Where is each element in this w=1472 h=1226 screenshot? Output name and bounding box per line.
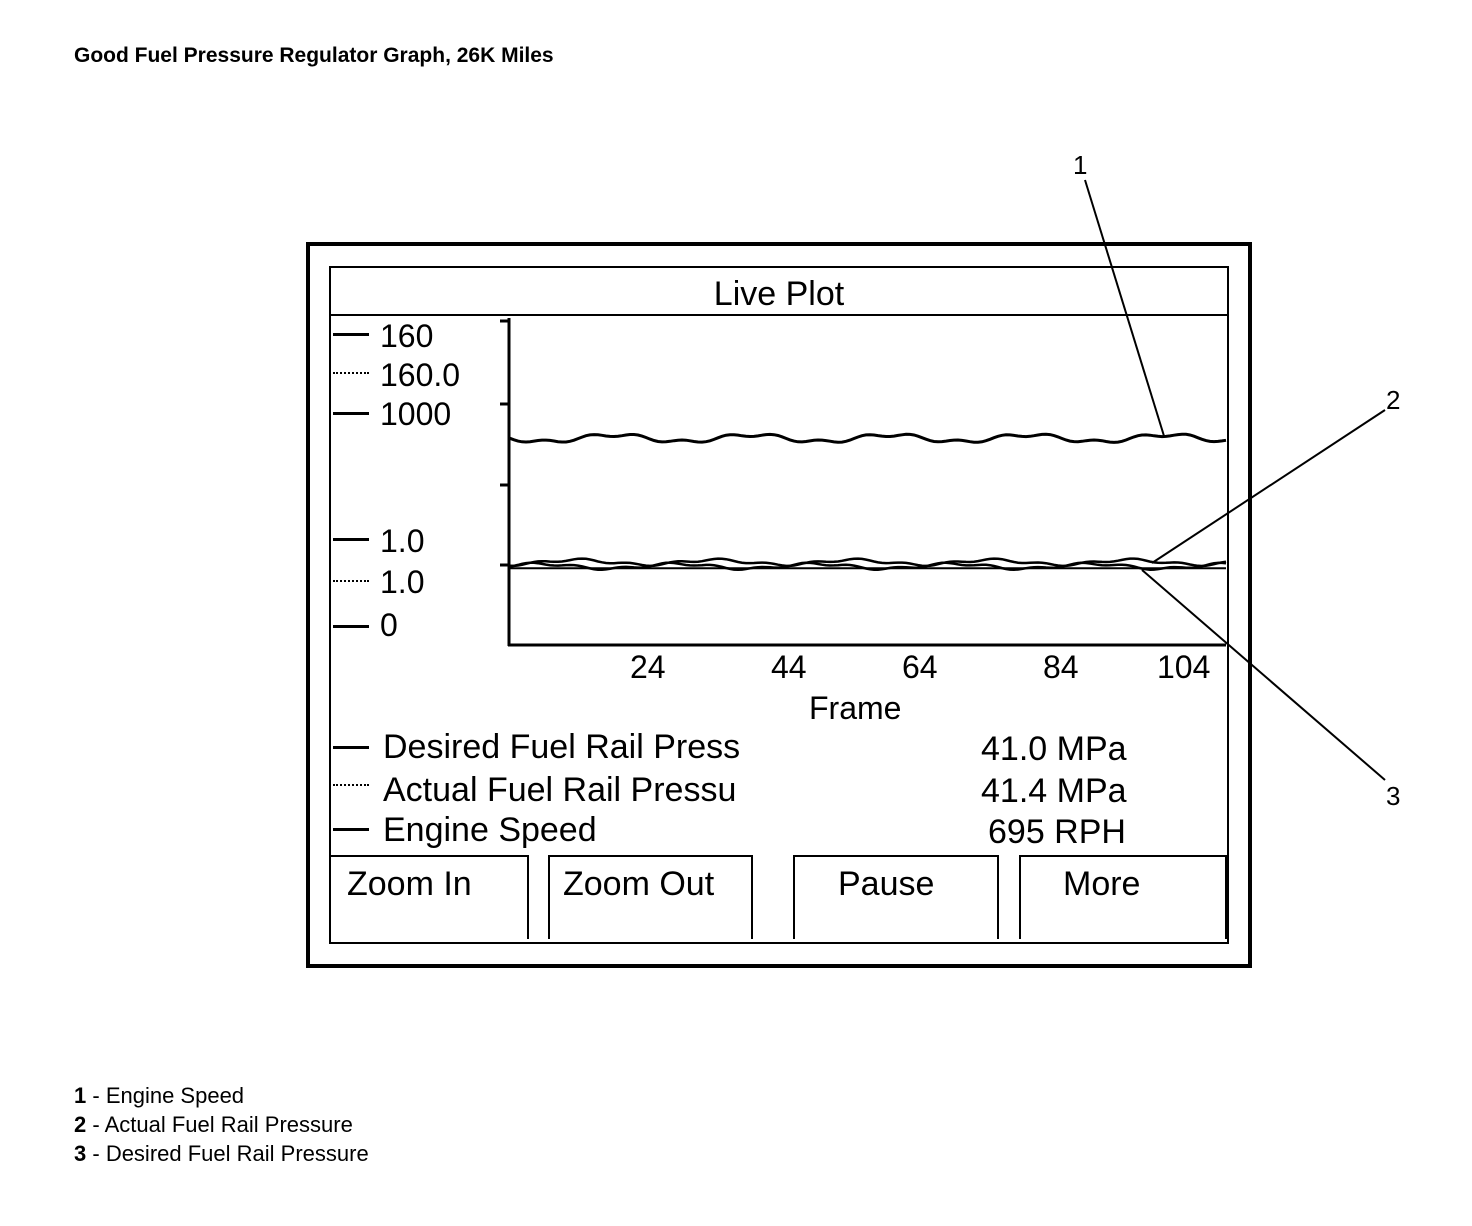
series-line-engine-speed	[510, 434, 1226, 442]
x-tick-label: 44	[771, 649, 807, 685]
legend-value: 695 RPH	[988, 813, 1126, 851]
zoom-out-button[interactable]	[548, 855, 753, 939]
legend-value: 41.0 MPa	[981, 730, 1127, 768]
footnote-text: Desired Fuel Rail Pressure	[105, 1141, 369, 1166]
x-tick-label: 84	[1043, 649, 1079, 685]
screen-title: Live Plot	[331, 268, 1227, 316]
footnote-legend	[74, 1081, 369, 1168]
y-label: 1000	[380, 396, 452, 432]
x-tick-label: 104	[1157, 649, 1211, 685]
footnote-text: Engine Speed	[105, 1083, 245, 1108]
callout-number-2: 2	[1386, 385, 1401, 415]
solid-line-marker	[333, 746, 369, 749]
callout-line-1	[1085, 180, 1164, 436]
legend-label: Desired Fuel Rail Press	[383, 728, 741, 766]
pause-label: Pause	[838, 865, 935, 903]
more-button[interactable]	[1019, 855, 1227, 939]
footnote-item: 1 - Engine Speed	[74, 1083, 245, 1108]
plot-axes	[500, 318, 1226, 646]
y-label: 160	[380, 318, 434, 354]
footnote-text: Actual Fuel Rail Pressure	[104, 1112, 353, 1137]
footnote-number: 3	[74, 1141, 87, 1166]
footnote-item: 3 - Desired Fuel Rail Pressure	[74, 1141, 369, 1166]
callout-number-1: 1	[1073, 150, 1088, 180]
legend-value: 41.4 MPa	[981, 772, 1127, 810]
y-label: 1.0	[380, 564, 425, 600]
callout-lines	[1085, 180, 1385, 780]
y-label: 0	[380, 607, 398, 643]
page-title: Good Fuel Pressure Regulator Graph, 26K Miles	[74, 44, 554, 67]
dotted-line-marker	[333, 784, 369, 786]
x-axis-label: Frame	[809, 690, 902, 726]
x-tick-label: 24	[630, 649, 666, 685]
solid-line-marker	[333, 828, 369, 831]
y-label: 160.0	[380, 357, 461, 393]
more-label: More	[1063, 865, 1141, 903]
legend-label: Actual Fuel Rail Pressu	[383, 771, 737, 809]
zoom-in-label: Zoom In	[347, 865, 472, 903]
footnote-number: 2	[74, 1112, 87, 1137]
footnote-number: 1	[74, 1083, 87, 1108]
callout-number-3: 3	[1386, 781, 1401, 811]
zoom-out-label: Zoom Out	[563, 865, 715, 903]
x-tick-label: 64	[902, 649, 938, 685]
zoom-in-button[interactable]	[329, 855, 529, 939]
legend-label: Engine Speed	[383, 811, 597, 849]
pause-button[interactable]	[793, 855, 999, 939]
footnote-item: 2 - Actual Fuel Rail Pressure	[74, 1112, 353, 1137]
y-label: 1.0	[380, 523, 425, 559]
